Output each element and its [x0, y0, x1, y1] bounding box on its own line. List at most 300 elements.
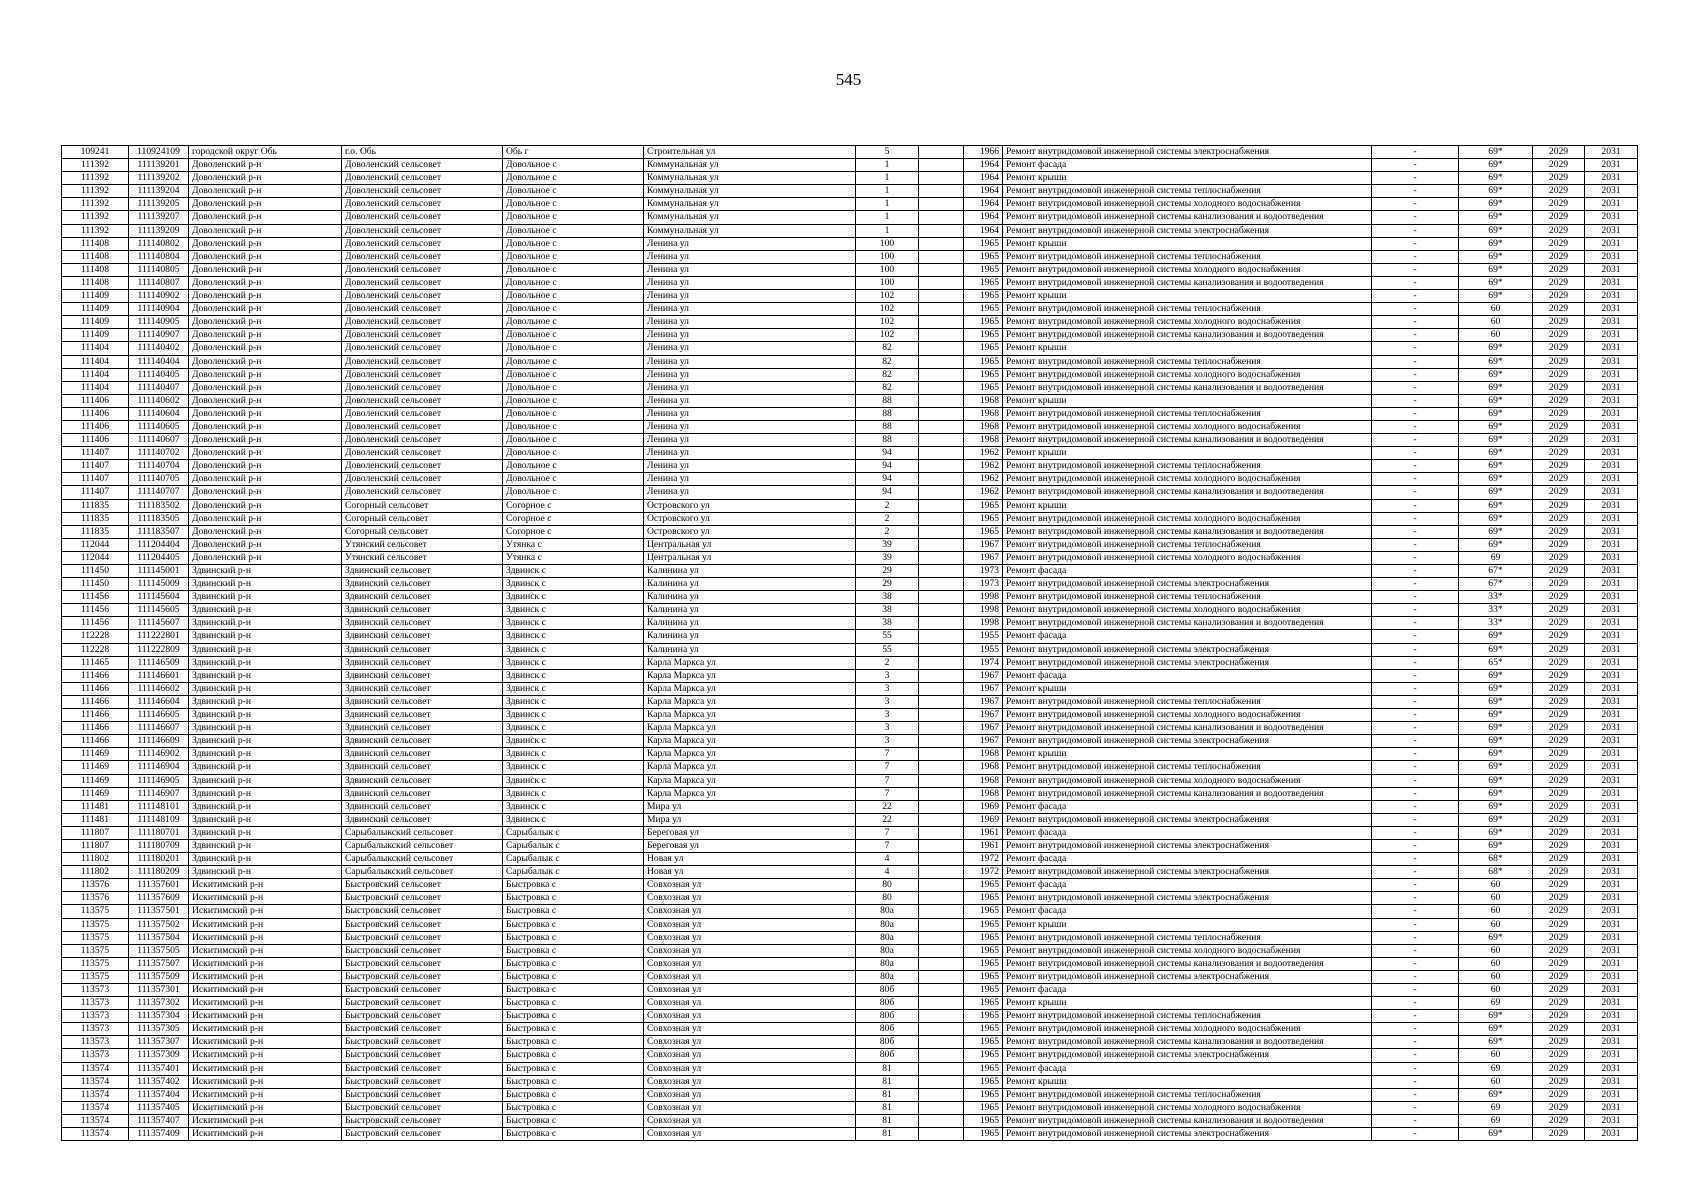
cell-settlement-council: Доволенский сельсовет: [342, 198, 503, 211]
cell-house-id: 111802: [62, 853, 129, 866]
cell-end-year: 2031: [1585, 250, 1638, 263]
cell-year-built: 1965: [964, 1023, 1003, 1036]
cell-building: [919, 329, 964, 342]
cell-end-year: 2031: [1585, 198, 1638, 211]
cell-work-id: 111357402: [129, 1075, 189, 1088]
cell-work-id: 111357601: [129, 879, 189, 892]
cell-house-number: 3: [856, 722, 919, 735]
cell-house-id: 111407: [62, 473, 129, 486]
cell-locality: Быстровка с: [503, 1023, 644, 1036]
cell-settlement-council: Здвинский сельсовет: [342, 709, 503, 722]
cell-end-year: 2031: [1585, 957, 1638, 970]
cell-dash: -: [1372, 1036, 1459, 1049]
cell-year-built: 1968: [964, 394, 1003, 407]
cell-dash: -: [1372, 578, 1459, 591]
cell-street: Совхозная ул: [644, 1128, 856, 1141]
cell-district: Доволенский р-н: [189, 473, 342, 486]
cell-settlement-council: Быстровский сельсовет: [342, 997, 503, 1010]
cell-house-id: 111465: [62, 656, 129, 669]
cell-street: Новая ул: [644, 853, 856, 866]
cell-district: Доволенский р-н: [189, 460, 342, 473]
table-row: [62, 735, 1638, 748]
cell-locality: Здвинск с: [503, 813, 644, 826]
table-row: [62, 604, 1638, 617]
cell-settlement-council: Доволенский сельсовет: [342, 342, 503, 355]
table-row: [62, 905, 1638, 918]
cell-year-built: 1968: [964, 407, 1003, 420]
table-row: [62, 434, 1638, 447]
cell-end-year: 2031: [1585, 735, 1638, 748]
cell-settlement-council: Здвинский сельсовет: [342, 722, 503, 735]
cell-house-number: 82: [856, 381, 919, 394]
cell-work-id: 111180209: [129, 866, 189, 879]
cell-district: Доволенский р-н: [189, 525, 342, 538]
cell-building: [919, 695, 964, 708]
cell-district: Здвинский р-н: [189, 709, 342, 722]
cell-work-type: Ремонт внутридомовой инженерной системы теплоснабжения: [1003, 407, 1372, 420]
cell-start-year: 2029: [1533, 826, 1585, 839]
cell-work-id: 111146602: [129, 682, 189, 695]
cell-house-id: 111469: [62, 761, 129, 774]
cell-dash: -: [1372, 787, 1459, 800]
cell-year-built: 1955: [964, 643, 1003, 656]
cell-work-id: 111222801: [129, 630, 189, 643]
cell-end-year: 2031: [1585, 905, 1638, 918]
cell-work-id: 111148101: [129, 800, 189, 813]
cell-house-number: 100: [856, 237, 919, 250]
cell-house-id: 111466: [62, 695, 129, 708]
cell-settlement-council: Быстровский сельсовет: [342, 1036, 503, 1049]
cell-work-id: 111140607: [129, 434, 189, 447]
cell-district: Искитимский р-н: [189, 1010, 342, 1023]
cell-work-id: 111357502: [129, 918, 189, 931]
cell-settlement-council: Доволенский сельсовет: [342, 276, 503, 289]
cell-building: [919, 1036, 964, 1049]
cell-start-year: 2029: [1533, 682, 1585, 695]
cell-start-year: 2029: [1533, 394, 1585, 407]
cell-start-year: 2029: [1533, 1062, 1585, 1075]
cell-cost: 69*: [1459, 407, 1533, 420]
cell-house-id: 111404: [62, 355, 129, 368]
table-row: [62, 1036, 1638, 1049]
table-row: [62, 617, 1638, 630]
table-row: [62, 290, 1638, 303]
cell-locality: Быстровка с: [503, 892, 644, 905]
cell-end-year: 2031: [1585, 813, 1638, 826]
cell-work-id: 111140907: [129, 329, 189, 342]
cell-start-year: 2029: [1533, 342, 1585, 355]
cell-locality: Довольное с: [503, 486, 644, 499]
cell-dash: -: [1372, 185, 1459, 198]
repair-register-table: [61, 145, 1638, 1141]
cell-end-year: 2031: [1585, 656, 1638, 669]
cell-street: Совхозная ул: [644, 892, 856, 905]
cell-building: [919, 1023, 964, 1036]
cell-start-year: 2029: [1533, 761, 1585, 774]
cell-street: Совхозная ул: [644, 984, 856, 997]
cell-dash: -: [1372, 198, 1459, 211]
cell-cost: 69*: [1459, 774, 1533, 787]
cell-dash: -: [1372, 538, 1459, 551]
cell-cost: 69*: [1459, 434, 1533, 447]
cell-dash: -: [1372, 709, 1459, 722]
cell-year-built: 1968: [964, 434, 1003, 447]
cell-building: [919, 420, 964, 433]
cell-work-type: Ремонт фасада: [1003, 879, 1372, 892]
cell-work-id: 111140705: [129, 473, 189, 486]
cell-end-year: 2031: [1585, 879, 1638, 892]
table-row: [62, 499, 1638, 512]
cell-work-id: 111148109: [129, 813, 189, 826]
cell-house-id: 111466: [62, 722, 129, 735]
cell-house-number: 80б: [856, 997, 919, 1010]
table-row: [62, 146, 1638, 159]
cell-year-built: 1974: [964, 656, 1003, 669]
cell-settlement-council: Здвинский сельсовет: [342, 748, 503, 761]
cell-locality: Быстровка с: [503, 1049, 644, 1062]
table-row: [62, 172, 1638, 185]
cell-start-year: 2029: [1533, 460, 1585, 473]
cell-building: [919, 957, 964, 970]
cell-cost: 69: [1459, 997, 1533, 1010]
cell-work-type: Ремонт внутридомовой инженерной системы канализования и водоотведения: [1003, 525, 1372, 538]
cell-work-type: Ремонт внутридомовой инженерной системы электроснабжения: [1003, 643, 1372, 656]
table-row: [62, 198, 1638, 211]
cell-end-year: 2031: [1585, 172, 1638, 185]
page-number: 545: [835, 70, 862, 89]
cell-work-id: 111357405: [129, 1101, 189, 1114]
cell-street: Островского ул: [644, 512, 856, 525]
cell-end-year: 2031: [1585, 263, 1638, 276]
cell-settlement-council: Быстровский сельсовет: [342, 931, 503, 944]
cell-dash: -: [1372, 355, 1459, 368]
cell-locality: Здвинск с: [503, 669, 644, 682]
cell-start-year: 2029: [1533, 368, 1585, 381]
cell-district: городской округ Обь: [189, 146, 342, 159]
table-row: [62, 931, 1638, 944]
cell-house-number: 81: [856, 1114, 919, 1127]
cell-house-id: 111469: [62, 787, 129, 800]
cell-street: Совхозная ул: [644, 1088, 856, 1101]
cell-work-id: 111357609: [129, 892, 189, 905]
cell-house-number: 4: [856, 853, 919, 866]
cell-street: Ленина ул: [644, 329, 856, 342]
cell-house-id: 113575: [62, 957, 129, 970]
cell-dash: -: [1372, 761, 1459, 774]
cell-start-year: 2029: [1533, 1075, 1585, 1088]
cell-district: Здвинский р-н: [189, 565, 342, 578]
cell-district: Здвинский р-н: [189, 787, 342, 800]
cell-settlement-council: Быстровский сельсовет: [342, 1049, 503, 1062]
cell-start-year: 2029: [1533, 185, 1585, 198]
cell-locality: Сарыбалык с: [503, 853, 644, 866]
cell-locality: Быстровка с: [503, 1114, 644, 1127]
cell-building: [919, 682, 964, 695]
cell-dash: -: [1372, 1023, 1459, 1036]
cell-start-year: 2029: [1533, 617, 1585, 630]
cell-work-type: Ремонт крыши: [1003, 172, 1372, 185]
cell-street: Карла Маркса ул: [644, 709, 856, 722]
cell-work-id: 111139202: [129, 172, 189, 185]
cell-district: Здвинский р-н: [189, 774, 342, 787]
cell-dash: -: [1372, 290, 1459, 303]
cell-year-built: 1965: [964, 499, 1003, 512]
cell-street: Карла Маркса ул: [644, 695, 856, 708]
cell-dash: -: [1372, 1075, 1459, 1088]
cell-year-built: 1969: [964, 813, 1003, 826]
cell-year-built: 1965: [964, 276, 1003, 289]
cell-district: Здвинский р-н: [189, 617, 342, 630]
cell-district: Здвинский р-н: [189, 643, 342, 656]
cell-settlement-council: Доволенский сельсовет: [342, 211, 503, 224]
cell-locality: Здвинск с: [503, 656, 644, 669]
table-row: [62, 250, 1638, 263]
cell-cost: 69*: [1459, 237, 1533, 250]
cell-street: Совхозная ул: [644, 1049, 856, 1062]
cell-cost: 69: [1459, 1062, 1533, 1075]
cell-start-year: 2029: [1533, 918, 1585, 931]
cell-work-type: Ремонт внутридомовой инженерной системы теплоснабжения: [1003, 1010, 1372, 1023]
cell-dash: -: [1372, 512, 1459, 525]
cell-work-id: 111146905: [129, 774, 189, 787]
cell-building: [919, 512, 964, 525]
cell-street: Совхозная ул: [644, 1075, 856, 1088]
cell-dash: -: [1372, 800, 1459, 813]
cell-building: [919, 787, 964, 800]
cell-settlement-council: Сарыбалыкский сельсовет: [342, 866, 503, 879]
cell-work-id: 111140605: [129, 420, 189, 433]
cell-building: [919, 630, 964, 643]
cell-dash: -: [1372, 250, 1459, 263]
cell-house-number: 80: [856, 879, 919, 892]
cell-locality: Быстровка с: [503, 1062, 644, 1075]
cell-settlement-council: Здвинский сельсовет: [342, 617, 503, 630]
cell-house-id: 111481: [62, 813, 129, 826]
cell-locality: Довольное с: [503, 407, 644, 420]
cell-cost: 69: [1459, 551, 1533, 564]
cell-work-type: Ремонт крыши: [1003, 918, 1372, 931]
cell-start-year: 2029: [1533, 1010, 1585, 1023]
cell-settlement-council: Здвинский сельсовет: [342, 774, 503, 787]
cell-work-id: 111146509: [129, 656, 189, 669]
cell-dash: -: [1372, 565, 1459, 578]
cell-settlement-council: Сарыбалыкский сельсовет: [342, 826, 503, 839]
cell-street: Ленина ул: [644, 473, 856, 486]
cell-settlement-council: Здвинский сельсовет: [342, 787, 503, 800]
cell-building: [919, 460, 964, 473]
table-row: [62, 368, 1638, 381]
table-row: [62, 1023, 1638, 1036]
cell-work-type: Ремонт внутридомовой инженерной системы теплоснабжения: [1003, 591, 1372, 604]
cell-dash: -: [1372, 591, 1459, 604]
cell-building: [919, 185, 964, 198]
cell-work-id: 111357504: [129, 931, 189, 944]
cell-building: [919, 303, 964, 316]
cell-start-year: 2029: [1533, 957, 1585, 970]
cell-street: Совхозная ул: [644, 944, 856, 957]
cell-house-number: 29: [856, 578, 919, 591]
cell-work-id: 111146607: [129, 722, 189, 735]
cell-settlement-council: Здвинский сельсовет: [342, 669, 503, 682]
cell-cost: 69*: [1459, 709, 1533, 722]
cell-work-id: 111145009: [129, 578, 189, 591]
cell-district: Искитимский р-н: [189, 1114, 342, 1127]
cell-locality: Быстровка с: [503, 1075, 644, 1088]
table-row: [62, 682, 1638, 695]
cell-end-year: 2031: [1585, 604, 1638, 617]
cell-locality: Сарыбалык с: [503, 839, 644, 852]
cell-house-number: 39: [856, 538, 919, 551]
cell-work-type: Ремонт внутридомовой инженерной системы электроснабжения: [1003, 224, 1372, 237]
cell-work-type: Ремонт внутридомовой инженерной системы теплоснабжения: [1003, 355, 1372, 368]
cell-house-id: 113574: [62, 1075, 129, 1088]
cell-work-type: Ремонт внутридомовой инженерной системы холодного водоснабжения: [1003, 709, 1372, 722]
cell-end-year: 2031: [1585, 787, 1638, 800]
cell-end-year: 2031: [1585, 722, 1638, 735]
table-row: [62, 591, 1638, 604]
cell-cost: 69*: [1459, 381, 1533, 394]
cell-locality: Здвинск с: [503, 617, 644, 630]
cell-cost: 69*: [1459, 787, 1533, 800]
cell-start-year: 2029: [1533, 525, 1585, 538]
cell-cost: 60: [1459, 879, 1533, 892]
cell-cost: 69*: [1459, 473, 1533, 486]
cell-work-id: 111140905: [129, 316, 189, 329]
cell-end-year: 2031: [1585, 211, 1638, 224]
cell-dash: -: [1372, 1062, 1459, 1075]
cell-settlement-council: Быстровский сельсовет: [342, 1114, 503, 1127]
cell-cost: 67*: [1459, 578, 1533, 591]
cell-year-built: 1964: [964, 211, 1003, 224]
cell-dash: -: [1372, 813, 1459, 826]
cell-cost: 69*: [1459, 172, 1533, 185]
cell-year-built: 1964: [964, 159, 1003, 172]
cell-work-type: Ремонт внутридомовой инженерной системы холодного водоснабжения: [1003, 473, 1372, 486]
cell-year-built: 1967: [964, 682, 1003, 695]
cell-district: Доволенский р-н: [189, 290, 342, 303]
cell-cost: 69*: [1459, 538, 1533, 551]
cell-house-id: 113575: [62, 944, 129, 957]
cell-building: [919, 735, 964, 748]
cell-house-id: 113574: [62, 1101, 129, 1114]
cell-locality: Согорное с: [503, 512, 644, 525]
cell-cost: 69*: [1459, 460, 1533, 473]
cell-end-year: 2031: [1585, 159, 1638, 172]
cell-locality: Утянка с: [503, 551, 644, 564]
cell-work-type: Ремонт фасада: [1003, 905, 1372, 918]
cell-house-id: 111469: [62, 774, 129, 787]
cell-work-id: 111146907: [129, 787, 189, 800]
cell-work-id: 111145001: [129, 565, 189, 578]
cell-street: Калинина ул: [644, 630, 856, 643]
cell-work-id: 111183507: [129, 525, 189, 538]
cell-house-number: 81: [856, 1075, 919, 1088]
cell-cost: 69*: [1459, 276, 1533, 289]
cell-house-id: 111392: [62, 224, 129, 237]
cell-year-built: 1962: [964, 447, 1003, 460]
cell-street: Калинина ул: [644, 604, 856, 617]
cell-locality: Здвинск с: [503, 578, 644, 591]
cell-locality: Здвинск с: [503, 709, 644, 722]
cell-house-number: 22: [856, 800, 919, 813]
cell-locality: Довольное с: [503, 316, 644, 329]
cell-street: Карла Маркса ул: [644, 722, 856, 735]
cell-house-id: 112044: [62, 538, 129, 551]
cell-work-type: Ремонт внутридомовой инженерной системы электроснабжения: [1003, 656, 1372, 669]
cell-district: Здвинский р-н: [189, 748, 342, 761]
cell-end-year: 2031: [1585, 290, 1638, 303]
cell-start-year: 2029: [1533, 1101, 1585, 1114]
cell-house-id: 113573: [62, 997, 129, 1010]
cell-district: Доволенский р-н: [189, 512, 342, 525]
cell-district: Доволенский р-н: [189, 237, 342, 250]
cell-house-number: 1: [856, 198, 919, 211]
cell-work-id: 111139207: [129, 211, 189, 224]
cell-district: Здвинский р-н: [189, 866, 342, 879]
cell-building: [919, 159, 964, 172]
cell-cost: 69*: [1459, 695, 1533, 708]
cell-work-id: 111357409: [129, 1128, 189, 1141]
cell-end-year: 2031: [1585, 643, 1638, 656]
cell-street: Коммунальная ул: [644, 211, 856, 224]
cell-work-id: 111140707: [129, 486, 189, 499]
cell-house-number: 94: [856, 460, 919, 473]
table-row: [62, 866, 1638, 879]
cell-building: [919, 643, 964, 656]
cell-work-type: Ремонт внутридомовой инженерной системы электроснабжения: [1003, 578, 1372, 591]
cell-locality: Здвинск с: [503, 591, 644, 604]
cell-locality: Довольное с: [503, 250, 644, 263]
cell-house-id: 111406: [62, 394, 129, 407]
cell-year-built: 1967: [964, 709, 1003, 722]
cell-settlement-council: Быстровский сельсовет: [342, 944, 503, 957]
table-row: [62, 565, 1638, 578]
cell-work-type: Ремонт внутридомовой инженерной системы канализования и водоотведения: [1003, 617, 1372, 630]
table-row: [62, 761, 1638, 774]
cell-locality: Быстровка с: [503, 957, 644, 970]
cell-house-id: 111409: [62, 290, 129, 303]
cell-dash: -: [1372, 1088, 1459, 1101]
cell-start-year: 2029: [1533, 159, 1585, 172]
cell-street: Мира ул: [644, 813, 856, 826]
cell-settlement-council: Согорный сельсовет: [342, 499, 503, 512]
cell-house-number: 38: [856, 591, 919, 604]
cell-locality: Довольное с: [503, 473, 644, 486]
cell-end-year: 2031: [1585, 460, 1638, 473]
cell-end-year: 2031: [1585, 970, 1638, 983]
cell-year-built: 1972: [964, 853, 1003, 866]
cell-start-year: 2029: [1533, 905, 1585, 918]
cell-cost: 60: [1459, 944, 1533, 957]
cell-cost: 69*: [1459, 1088, 1533, 1101]
cell-house-number: 1: [856, 224, 919, 237]
cell-house-number: 80а: [856, 905, 919, 918]
cell-year-built: 1965: [964, 381, 1003, 394]
cell-locality: Довольное с: [503, 159, 644, 172]
cell-start-year: 2029: [1533, 316, 1585, 329]
cell-locality: Довольное с: [503, 276, 644, 289]
cell-year-built: 1962: [964, 460, 1003, 473]
cell-start-year: 2029: [1533, 630, 1585, 643]
cell-start-year: 2029: [1533, 748, 1585, 761]
cell-year-built: 1967: [964, 551, 1003, 564]
cell-street: Карла Маркса ул: [644, 774, 856, 787]
cell-end-year: 2031: [1585, 578, 1638, 591]
cell-house-id: 111466: [62, 682, 129, 695]
cell-district: Искитимский р-н: [189, 970, 342, 983]
cell-end-year: 2031: [1585, 525, 1638, 538]
cell-work-id: 111140602: [129, 394, 189, 407]
